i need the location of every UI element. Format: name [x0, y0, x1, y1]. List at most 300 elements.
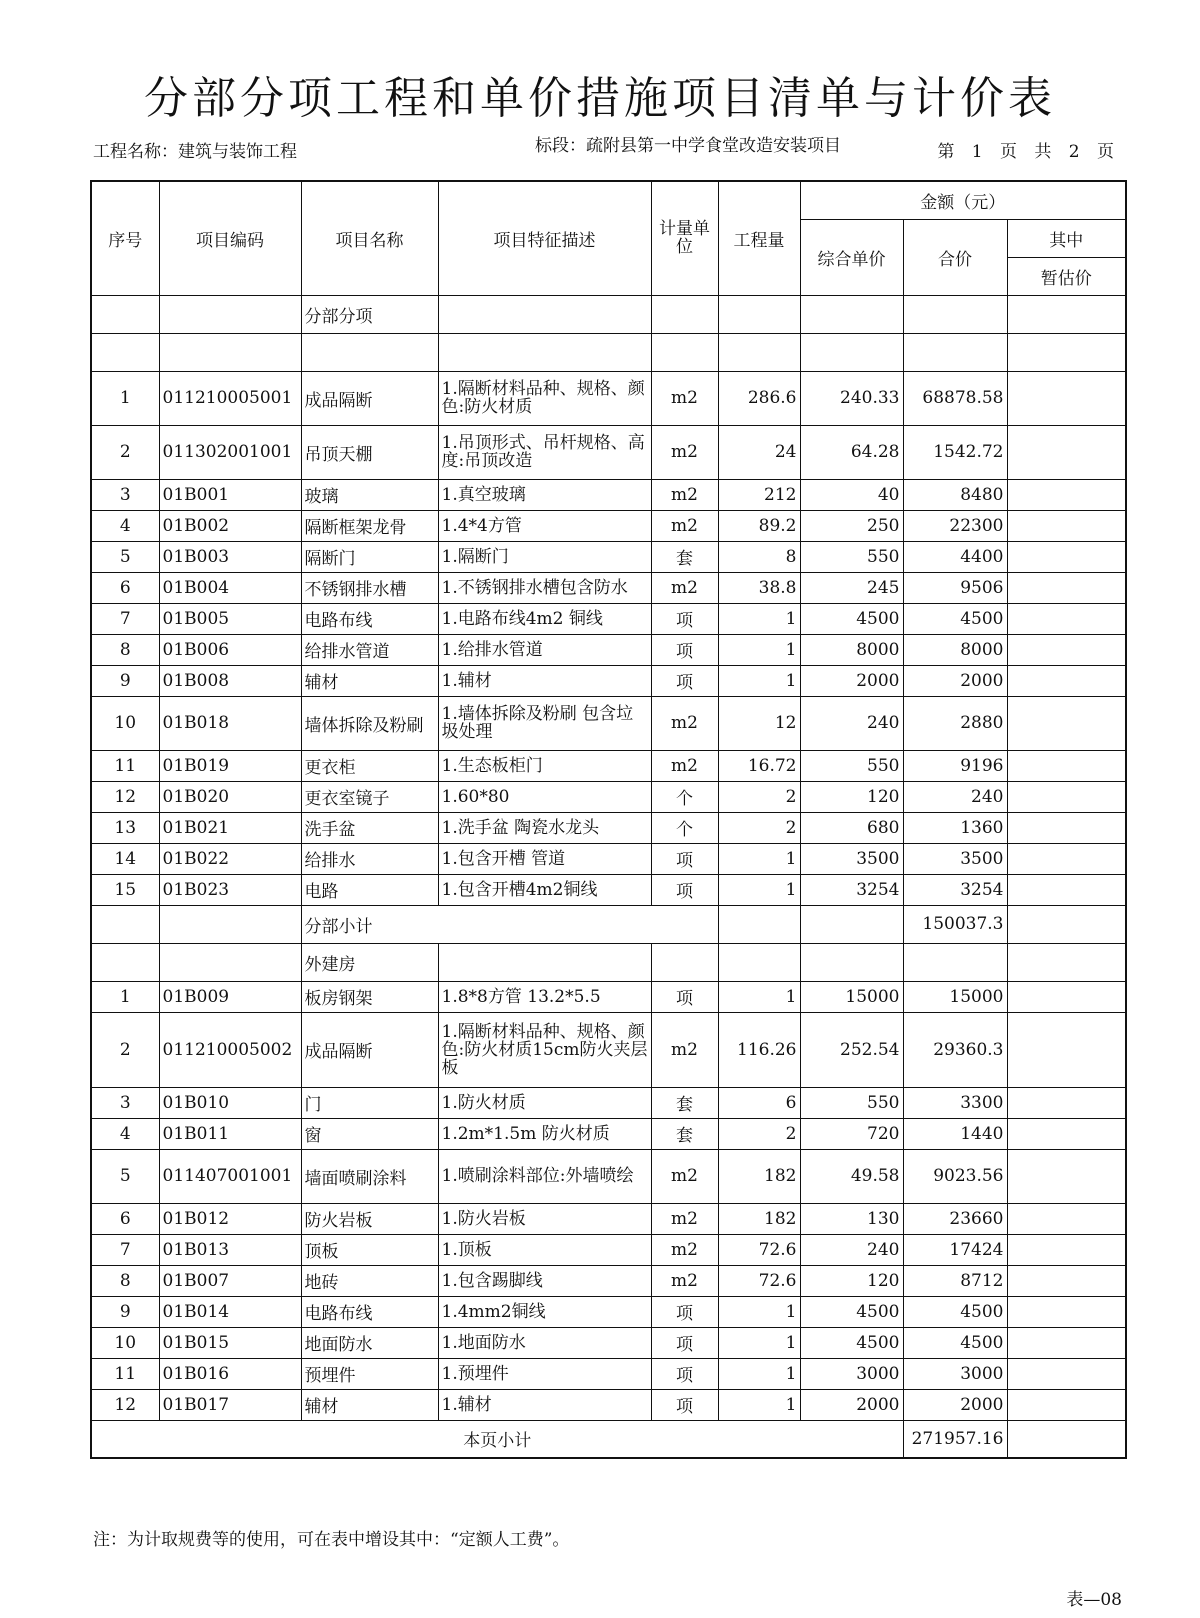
cell-unit: m2 [651, 510, 718, 541]
cell-empty [651, 295, 718, 333]
cell-provisional [1007, 371, 1126, 425]
cell-name: 窗 [301, 1118, 438, 1149]
cell-unit-price: 64.28 [800, 425, 903, 479]
cell-unit: m2 [651, 696, 718, 750]
cell-desc: 1.顶板 [438, 1234, 651, 1265]
cell-provisional [1007, 843, 1126, 874]
cell-qty: 116.26 [718, 1012, 800, 1087]
cell-qty: 16.72 [718, 750, 800, 781]
cell-qty: 1 [718, 634, 800, 665]
table-row [91, 603, 1126, 634]
cell-code [159, 905, 301, 943]
cell-total: 4500 [903, 1296, 1007, 1327]
cell-code: 01B018 [159, 696, 301, 750]
cell-unit: m2 [651, 371, 718, 425]
cell-qty: 1 [718, 1327, 800, 1358]
cell-desc: 1.洗手盆 陶瓷水龙头 [438, 812, 651, 843]
cell-code: 01B014 [159, 1296, 301, 1327]
page-total-value: 271957.16 [903, 1420, 1007, 1458]
table-row [91, 425, 1126, 479]
cell-empty [718, 943, 800, 981]
cell-total: 17424 [903, 1234, 1007, 1265]
cell-unit-price: 240 [800, 1234, 903, 1265]
cell-provisional [1007, 696, 1126, 750]
cell-seq [91, 905, 159, 943]
cell-qty: 2 [718, 781, 800, 812]
cell-empty [903, 943, 1007, 981]
cell-unit: m2 [651, 1265, 718, 1296]
cell-seq: 1 [91, 981, 159, 1012]
subtotal-label: 分部小计 [301, 905, 718, 943]
cell-total: 2000 [903, 1389, 1007, 1420]
cell-provisional [1007, 1296, 1126, 1327]
cell-code: 01B019 [159, 750, 301, 781]
cell-qty: 6 [718, 1087, 800, 1118]
cell-name: 吊顶天棚 [301, 425, 438, 479]
cell-empty [800, 295, 903, 333]
cell-provisional [1007, 1149, 1126, 1203]
cell-qty: 1 [718, 603, 800, 634]
cell-desc: 1.4*4方管 [438, 510, 651, 541]
table-row [91, 1389, 1126, 1420]
header-seq: 序号 [91, 181, 159, 295]
cell-total: 29360.3 [903, 1012, 1007, 1087]
cell-seq: 7 [91, 603, 159, 634]
cell-desc: 1.防火岩板 [438, 1203, 651, 1234]
cell-unit-price: 240.33 [800, 371, 903, 425]
cell-unit: m2 [651, 425, 718, 479]
cell-desc: 1.不锈钢排水槽包含防水 [438, 572, 651, 603]
cell-desc: 1.包含开槽 管道 [438, 843, 651, 874]
cell-qty: 89.2 [718, 510, 800, 541]
cell-name: 辅材 [301, 1389, 438, 1420]
cell-unit-price: 120 [800, 1265, 903, 1296]
cell-seq: 1 [91, 371, 159, 425]
cell-total: 9023.56 [903, 1149, 1007, 1203]
cell-desc: 1.隔断门 [438, 541, 651, 572]
cell-unit: m2 [651, 1149, 718, 1203]
cell-unit: 套 [651, 541, 718, 572]
cell-seq: 15 [91, 874, 159, 905]
cell-seq: 11 [91, 1358, 159, 1389]
header-qty: 工程量 [718, 181, 800, 295]
cell-qty: 1 [718, 843, 800, 874]
header-name: 项目名称 [301, 181, 438, 295]
cell-unit-price: 3254 [800, 874, 903, 905]
cell-name: 玻璃 [301, 479, 438, 510]
cell-unit-price: 2000 [800, 665, 903, 696]
cell-provisional [1007, 634, 1126, 665]
cell-unit: 项 [651, 981, 718, 1012]
cell-unit-price: 4500 [800, 1296, 903, 1327]
table-row [91, 750, 1126, 781]
table-row [91, 634, 1126, 665]
cell-provisional [1007, 874, 1126, 905]
cell-provisional [1007, 905, 1126, 943]
table-row [91, 1358, 1126, 1389]
cell-unit-price: 15000 [800, 981, 903, 1012]
cell-provisional [1007, 572, 1126, 603]
table-row [91, 510, 1126, 541]
cell-total: 1440 [903, 1118, 1007, 1149]
cell-desc: 1.2m*1.5m 防火材质 [438, 1118, 651, 1149]
cell-unit: m2 [651, 1012, 718, 1087]
pricing-table [90, 180, 1127, 1459]
cell-unit-price: 4500 [800, 1327, 903, 1358]
cell-name: 电路布线 [301, 1296, 438, 1327]
cell-unit: 项 [651, 634, 718, 665]
cell-code: 01B022 [159, 843, 301, 874]
table-row [91, 1203, 1126, 1234]
table-row [91, 1118, 1126, 1149]
cell-provisional [1007, 541, 1126, 572]
page-indicator: 第 1 页 共 2 页 [937, 142, 1120, 162]
cell-code: 01B020 [159, 781, 301, 812]
cell-seq: 10 [91, 696, 159, 750]
cell-desc: 1.隔断材料品种、规格、颜色:防火材质 [438, 371, 651, 425]
cell-unit-price: 4500 [800, 603, 903, 634]
cell-seq: 5 [91, 1149, 159, 1203]
cell-desc: 1.真空玻璃 [438, 479, 651, 510]
cell-empty [800, 943, 903, 981]
cell-unit: m2 [651, 1203, 718, 1234]
cell-qty: 1 [718, 1389, 800, 1420]
table-row [91, 1087, 1126, 1118]
cell-code: 01B007 [159, 1265, 301, 1296]
cell-desc: 1.地面防水 [438, 1327, 651, 1358]
cell-code: 01B013 [159, 1234, 301, 1265]
cell-seq: 12 [91, 781, 159, 812]
cell-qty: 12 [718, 696, 800, 750]
cell-name: 墙面喷刷涂料 [301, 1149, 438, 1203]
table-row [91, 1012, 1126, 1087]
cell-code: 01B021 [159, 812, 301, 843]
header-unit: 计量单位 [651, 181, 718, 295]
cell-unit-price: 245 [800, 572, 903, 603]
cell-provisional [1007, 1389, 1126, 1420]
cell-provisional [1007, 981, 1126, 1012]
cell-seq: 6 [91, 572, 159, 603]
cell-empty [91, 333, 159, 371]
cell-qty: 2 [718, 812, 800, 843]
cell-total: 22300 [903, 510, 1007, 541]
cell-unit-price: 8000 [800, 634, 903, 665]
cell-seq [91, 943, 159, 981]
cell-desc: 1.给排水管道 [438, 634, 651, 665]
cell-unit: 套 [651, 1118, 718, 1149]
cell-qty: 2 [718, 1118, 800, 1149]
cell-provisional [1007, 1118, 1126, 1149]
cell-total: 3300 [903, 1087, 1007, 1118]
page-title: 分部分项工程和单价措施项目清单与计价表 [144, 73, 1056, 124]
cell-seq: 11 [91, 750, 159, 781]
cell-name: 防火岩板 [301, 1203, 438, 1234]
cell-code: 01B002 [159, 510, 301, 541]
cell-qty: 24 [718, 425, 800, 479]
cell-unit: m2 [651, 572, 718, 603]
cell-provisional [1007, 603, 1126, 634]
cell-code: 01B011 [159, 1118, 301, 1149]
cell-name: 板房钢架 [301, 981, 438, 1012]
cell-name: 不锈钢排水槽 [301, 572, 438, 603]
cell-code: 011302001001 [159, 425, 301, 479]
cell-unit-price: 240 [800, 696, 903, 750]
cell-name: 成品隔断 [301, 371, 438, 425]
cell-code: 01B008 [159, 665, 301, 696]
cell-desc: 1.喷刷涂料部位:外墙喷绘 [438, 1149, 651, 1203]
cell-code: 01B015 [159, 1327, 301, 1358]
cell-qty: 182 [718, 1203, 800, 1234]
form-number: 表—08 [1066, 1590, 1122, 1610]
section-name: 标段：疏附县第一中学食堂改造安装项目 [535, 136, 841, 156]
cell-desc: 1.8*8方管 13.2*5.5 [438, 981, 651, 1012]
cell-code: 01B004 [159, 572, 301, 603]
header-unit-price: 综合单价 [800, 219, 903, 295]
cell-empty [438, 295, 651, 333]
cell-empty [301, 333, 438, 371]
cell-provisional [1007, 1234, 1126, 1265]
table-row [91, 572, 1126, 603]
cell-qty: 1 [718, 981, 800, 1012]
table-row [91, 371, 1126, 425]
cell-name: 预埋件 [301, 1358, 438, 1389]
cell-unit-price: 3500 [800, 843, 903, 874]
cell-code: 01B017 [159, 1389, 301, 1420]
cell-code: 011407001001 [159, 1149, 301, 1203]
header-total: 合价 [903, 219, 1007, 295]
cell-seq: 13 [91, 812, 159, 843]
cell-unit-price: 550 [800, 1087, 903, 1118]
header-of-which: 其中 [1007, 219, 1126, 257]
cell-name: 成品隔断 [301, 1012, 438, 1087]
cell-code: 01B009 [159, 981, 301, 1012]
cell-name: 洗手盆 [301, 812, 438, 843]
subtotal-value: 150037.3 [903, 905, 1007, 943]
cell-seq: 9 [91, 665, 159, 696]
cell-unit: 个 [651, 812, 718, 843]
cell-code: 01B012 [159, 1203, 301, 1234]
cell-unit-price: 252.54 [800, 1012, 903, 1087]
cell-unit-price: 130 [800, 1203, 903, 1234]
cell-empty [903, 333, 1007, 371]
cell-provisional [1007, 781, 1126, 812]
cell-total: 9506 [903, 572, 1007, 603]
table-row [91, 1149, 1126, 1203]
cell-desc: 1.吊顶形式、吊杆规格、高度:吊顶改造 [438, 425, 651, 479]
cell-unit-price: 40 [800, 479, 903, 510]
cell-seq: 9 [91, 1296, 159, 1327]
cell-empty [718, 295, 800, 333]
cell-desc: 1.包含开槽4m2铜线 [438, 874, 651, 905]
header-desc: 项目特征描述 [438, 181, 651, 295]
table-row [91, 333, 1126, 371]
cell-seq: 10 [91, 1327, 159, 1358]
cell-total: 2880 [903, 696, 1007, 750]
cell-total: 3500 [903, 843, 1007, 874]
cell-total: 2000 [903, 665, 1007, 696]
table-row [91, 905, 1126, 943]
table-row [91, 1327, 1126, 1358]
cell-code: 01B003 [159, 541, 301, 572]
table-row [91, 541, 1126, 572]
cell-seq: 4 [91, 510, 159, 541]
cell-unit: m2 [651, 1234, 718, 1265]
cell-unit-price: 49.58 [800, 1149, 903, 1203]
cell-desc: 1.辅材 [438, 1389, 651, 1420]
cell-qty: 286.6 [718, 371, 800, 425]
cell-provisional [1007, 1358, 1126, 1389]
cell-unit-price: 120 [800, 781, 903, 812]
cell-name: 门 [301, 1087, 438, 1118]
cell-name: 墙体拆除及粉刷 [301, 696, 438, 750]
cell-total: 8000 [903, 634, 1007, 665]
cell-unit-price: 550 [800, 541, 903, 572]
cell-qty: 72.6 [718, 1234, 800, 1265]
cell-code: 01B001 [159, 479, 301, 510]
table-row [91, 981, 1126, 1012]
cell-empty [651, 943, 718, 981]
cell-desc: 1.60*80 [438, 781, 651, 812]
cell-qty: 1 [718, 665, 800, 696]
cell-unit: 项 [651, 874, 718, 905]
table-row [91, 1296, 1126, 1327]
cell-empty [1007, 333, 1126, 371]
cell-empty [718, 333, 800, 371]
cell-name: 隔断门 [301, 541, 438, 572]
cell-desc: 1.隔断材料品种、规格、颜色:防火材质15cm防火夹层板 [438, 1012, 651, 1087]
cell-name: 隔断框架龙骨 [301, 510, 438, 541]
cell-unit: 个 [651, 781, 718, 812]
cell-seq: 2 [91, 425, 159, 479]
cell-code: 011210005001 [159, 371, 301, 425]
cell-unit-price: 2000 [800, 1389, 903, 1420]
cell-code [159, 295, 301, 333]
cell-provisional [1007, 425, 1126, 479]
cell-unit: m2 [651, 750, 718, 781]
cell-unit: m2 [651, 479, 718, 510]
cell-empty [903, 295, 1007, 333]
cell-provisional [1007, 1420, 1126, 1458]
cell-qty: 1 [718, 1358, 800, 1389]
cell-unit: 项 [651, 843, 718, 874]
cell-empty [800, 905, 903, 943]
cell-unit-price: 250 [800, 510, 903, 541]
cell-unit: 项 [651, 603, 718, 634]
cell-seq: 8 [91, 1265, 159, 1296]
table-row [91, 479, 1126, 510]
cell-unit: 项 [651, 1296, 718, 1327]
cell-empty [159, 333, 301, 371]
table-row [91, 843, 1126, 874]
table-row [91, 1234, 1126, 1265]
cell-name: 辅材 [301, 665, 438, 696]
cell-name: 给排水 [301, 843, 438, 874]
cell-unit-price: 680 [800, 812, 903, 843]
cell-empty [438, 943, 651, 981]
cell-seq [91, 295, 159, 333]
cell-seq: 8 [91, 634, 159, 665]
cell-total: 3000 [903, 1358, 1007, 1389]
cell-seq: 3 [91, 1087, 159, 1118]
cell-code: 01B005 [159, 603, 301, 634]
cell-provisional [1007, 1327, 1126, 1358]
cell-total: 15000 [903, 981, 1007, 1012]
cell-unit: 项 [651, 1358, 718, 1389]
table-row [91, 295, 1126, 333]
header-provisional: 暂估价 [1007, 257, 1126, 295]
cell-total: 8712 [903, 1265, 1007, 1296]
section-label: 外建房 [301, 943, 438, 981]
cell-seq: 5 [91, 541, 159, 572]
table-row [91, 943, 1126, 981]
cell-desc: 1.4mm2铜线 [438, 1296, 651, 1327]
cell-provisional [1007, 665, 1126, 696]
cell-unit-price: 3000 [800, 1358, 903, 1389]
cell-name: 顶板 [301, 1234, 438, 1265]
cell-seq: 3 [91, 479, 159, 510]
cell-seq: 12 [91, 1389, 159, 1420]
cell-seq: 7 [91, 1234, 159, 1265]
cell-qty: 1 [718, 1296, 800, 1327]
table-row [91, 781, 1126, 812]
cell-unit-price: 550 [800, 750, 903, 781]
cell-total: 1542.72 [903, 425, 1007, 479]
table-row [91, 812, 1126, 843]
section-label: 分部分项 [301, 295, 438, 333]
table-row [91, 665, 1126, 696]
cell-total: 240 [903, 781, 1007, 812]
cell-name: 给排水管道 [301, 634, 438, 665]
cell-empty [800, 333, 903, 371]
cell-code: 01B023 [159, 874, 301, 905]
cell-provisional [1007, 812, 1126, 843]
cell-total: 1360 [903, 812, 1007, 843]
cell-unit: 套 [651, 1087, 718, 1118]
cell-seq: 14 [91, 843, 159, 874]
cell-qty: 38.8 [718, 572, 800, 603]
cell-desc: 1.生态板柜门 [438, 750, 651, 781]
cell-desc: 1.包含踢脚线 [438, 1265, 651, 1296]
cell-name: 电路布线 [301, 603, 438, 634]
cell-provisional [1007, 1087, 1126, 1118]
footnote: 注：为计取规费等的使用，可在表中增设其中：“定额人工费”。 [93, 1530, 570, 1550]
cell-name: 电路 [301, 874, 438, 905]
cell-code [159, 943, 301, 981]
cell-unit: 项 [651, 665, 718, 696]
cell-provisional [1007, 750, 1126, 781]
cell-unit: 项 [651, 1389, 718, 1420]
cell-desc: 1.防火材质 [438, 1087, 651, 1118]
cell-code: 01B006 [159, 634, 301, 665]
cell-code: 01B016 [159, 1358, 301, 1389]
project-name: 工程名称：建筑与装饰工程 [93, 142, 297, 162]
cell-qty: 1 [718, 874, 800, 905]
cell-name: 地砖 [301, 1265, 438, 1296]
cell-provisional [1007, 479, 1126, 510]
cell-qty: 182 [718, 1149, 800, 1203]
cell-empty [1007, 943, 1126, 981]
cell-unit-price: 720 [800, 1118, 903, 1149]
cell-provisional [1007, 1265, 1126, 1296]
cell-provisional [1007, 1012, 1126, 1087]
cell-provisional [1007, 510, 1126, 541]
cell-total: 68878.58 [903, 371, 1007, 425]
cell-total: 23660 [903, 1203, 1007, 1234]
cell-qty: 72.6 [718, 1265, 800, 1296]
cell-total: 4500 [903, 603, 1007, 634]
cell-desc: 1.电路布线4m2 铜线 [438, 603, 651, 634]
cell-provisional [1007, 1203, 1126, 1234]
